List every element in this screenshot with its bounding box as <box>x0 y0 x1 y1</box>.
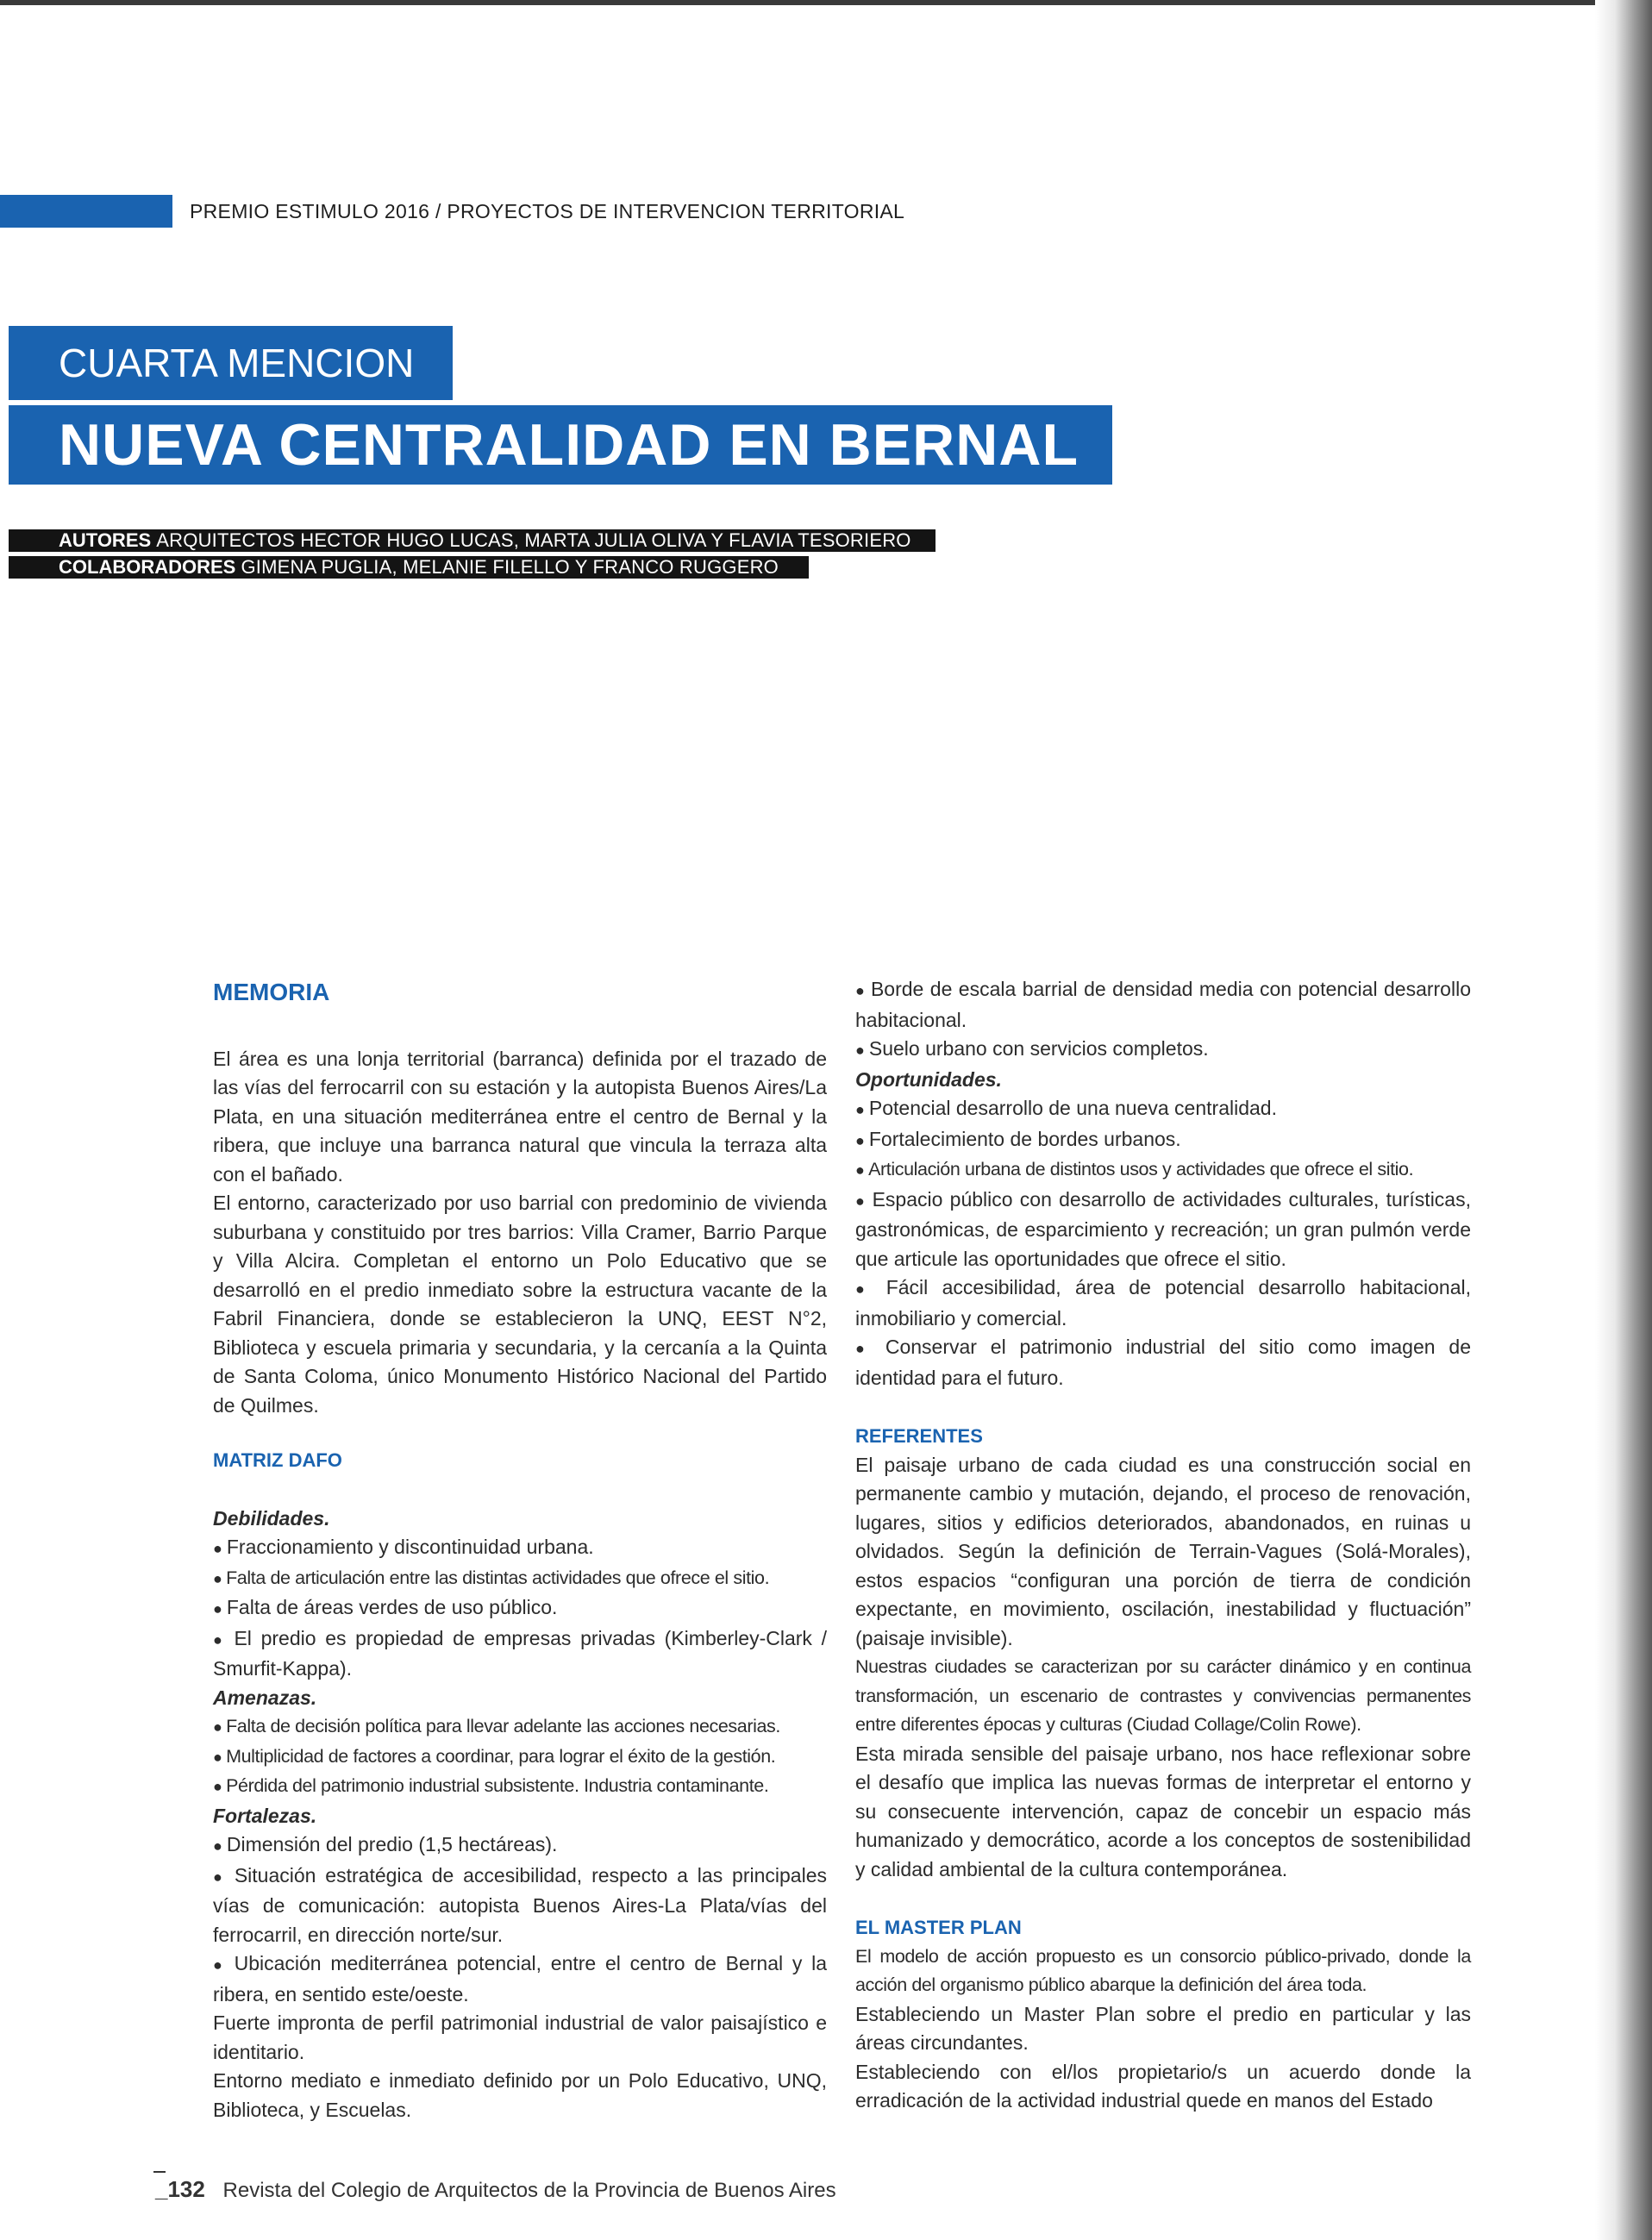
authors-names: ARQUITECTOS HECTOR HUGO LUCAS, MARTA JULIA OLIVA Y FLAVIA TESORIERO <box>156 529 911 551</box>
memoria-paragraph: El área es una lonja territorial (barranca) definida por el trazado de las vías del ferrocarril con su estación y la autopista Buenos Aires/La Plata, en una situación mediterránea entre el centro de Bernal y la ribera, que incluye una barranca natural que vincula la terraza alta con el bañado. <box>213 1047 827 1186</box>
body-paragraph: Esta mirada sensible del paisaje urbano, nos hace reflexionar sobre el desafío que implica las nuevas formas de interpretar el entorno y su consecuente intervención, capaz de concebir un espacio más humanizado y democrático, acorde a los conceptos de sostenibilidad y calidad ambiental de la cultura contemporánea. <box>855 1742 1471 1880</box>
right-column <box>855 975 1471 2116</box>
list-item: ● Conservar el patrimonio industrial del sitio como imagen de identidad para el futuro. <box>855 1333 1471 1392</box>
list-item: ● El predio es propiedad de empresas privadas (Kimberley-Clark / Smurfit-Kappa). <box>213 1624 827 1684</box>
referentes-heading: REFERENTES <box>855 1425 983 1447</box>
footer-rule <box>153 2171 166 2173</box>
body-paragraph: Fuerte impronta de perfil patrimonial industrial de valor paisajístico e identitario. <box>213 2012 827 2063</box>
list-item: ● Multiplicidad de factores a coordinar, para lograr el éxito de la gestión. <box>213 1743 827 1773</box>
list-item: ● Dimensión del predio (1,5 hectáreas). <box>213 1830 827 1861</box>
header-accent-bar <box>0 195 172 228</box>
list-item: ● Borde de escala barrial de densidad media con potencial desarrollo habitacional. <box>855 975 1471 1035</box>
book-spine-shadow <box>1595 0 1652 2240</box>
list-item: ● Pérdida del patrimonio industrial subsistente. Industria contaminante. <box>213 1772 827 1802</box>
list-item: ● Situación estratégica de accesibilidad, respecto a las principales vías de comunicación: autopista Buenos Aires-La Plata/vías del ferrocarril, en dirección norte/sur. <box>213 1861 827 1950</box>
memoria-heading: MEMORIA <box>213 979 330 1005</box>
top-rule <box>0 0 1612 5</box>
list-item: ● Potencial desarrollo de una nueva centralidad. <box>855 1094 1471 1125</box>
list-item: ● Falta de articulación entre las distintas actividades que ofrece el sitio. <box>213 1564 827 1594</box>
list-item: ● Espacio público con desarrollo de actividades culturales, turísticas, gastronómicas, de esparcimiento y recreación; un gran pulmón verde que articule las oportunidades que ofrece el sitio. <box>855 1186 1471 1274</box>
body-paragraph: El modelo de acción propuesto es un consorcio público-privado, donde la acción del organismo público abarque la definición del área toda. <box>855 1945 1471 1995</box>
collaborators-label: COLABORADORES <box>59 556 236 578</box>
body-paragraph: Nuestras ciudades se caracterizan por su carácter dinámico y en continua transformación, un escenario de contrastes y convivencias permanentes entre diferentes épocas y culturas (Ciudad Collage/Colin Rowe). <box>855 1656 1471 1735</box>
article-title: NUEVA CENTRALIDAD EN BERNAL <box>9 405 1112 485</box>
left-column <box>213 978 827 2124</box>
list-item: ● Articulación urbana de distintos usos y actividades que ofrece el sitio. <box>855 1155 1471 1186</box>
collaborators-bar <box>9 556 809 579</box>
page-number: _132 <box>155 2176 205 2202</box>
memoria-paragraph: El entorno, caracterizado por uso barrial con predominio de vivienda suburbana y constituido por tres barrios: Villa Cramer, Barrio Parque y Villa Alcira. Completan el entorno un Polo Educativo que se desarrolló en el predio inmediato sobre la estructura vacante de la Fabril Financiera, donde se establecieron la UNQ, EEST N°2, Biblioteca y escuela primaria y secundaria, y la cercanía a la Quinta de Santa Coloma, único Monumento Histórico Nacional del Partido de Quilmes. <box>213 1192 827 1417</box>
list-item: ● Suelo urbano con servicios completos. <box>855 1035 1471 1066</box>
authors-bar <box>9 529 936 552</box>
body-paragraph: Estableciendo un Master Plan sobre el predio en particular y las áreas circundantes. <box>855 2002 1471 2054</box>
body-paragraph: Estableciendo con el/los propietario/s un acuerdo donde la erradicación de la actividad industrial quede en manos del Estado <box>855 2060 1471 2112</box>
debilidades-label: Debilidades. <box>213 1506 330 1530</box>
amenazas-label: Amenazas. <box>213 1686 317 1709</box>
list-item: ● Fácil accesibilidad, área de potencial desarrollo habitacional, inmobiliario y comercial. <box>855 1273 1471 1333</box>
fortalezas-label: Fortalezas. <box>213 1804 317 1827</box>
list-item: ● Falta de decisión política para llevar adelante las acciones necesarias. <box>213 1712 827 1743</box>
list-item: ● Ubicación mediterránea potencial, entre el centro de Bernal y la ribera, en sentido este/oeste. <box>213 1949 827 2009</box>
list-item: ● Fraccionamiento y discontinuidad urbana. <box>213 1533 827 1564</box>
authors-label: AUTORES <box>59 529 152 551</box>
master-plan-heading: EL MASTER PLAN <box>855 1917 1022 1938</box>
journal-name: Revista del Colegio de Arquitectos de la Provincia de Buenos Aires <box>222 2179 836 2202</box>
body-paragraph: El paisaje urbano de cada ciudad es una construcción social en permanente cambio y mutación, dejando, el proceso de renovación, lugares, sitios y edificios deteriorados, abandonados, en ruinas u olvidados. Según la definición de Terrain-Vagues (Solá-Morales), estos espacios “configuran una porción de tierra de condición expectante, en movimiento, oscilación, inestabilidad y fluctuación” (paisaje invisible). <box>855 1453 1471 1649</box>
oportunidades-label: Oportunidades. <box>855 1067 1002 1091</box>
list-item: ● Fortalecimiento de bordes urbanos. <box>855 1125 1471 1156</box>
list-item: ● Falta de áreas verdes de uso público. <box>213 1593 827 1624</box>
body-paragraph: Entorno mediato e inmediato definido por un Polo Educativo, UNQ, Biblioteca, y Escuelas. <box>213 2069 827 2121</box>
section-header: PREMIO ESTIMULO 2016 / PROYECTOS DE INTERVENCION TERRITORIAL <box>190 200 905 222</box>
mention-label: CUARTA MENCION <box>9 326 453 400</box>
collaborators-names: GIMENA PUGLIA, MELANIE FILELLO Y FRANCO RUGGERO <box>241 556 779 578</box>
page-footer <box>155 2176 836 2203</box>
dafo-heading: MATRIZ DAFO <box>213 1449 342 1471</box>
